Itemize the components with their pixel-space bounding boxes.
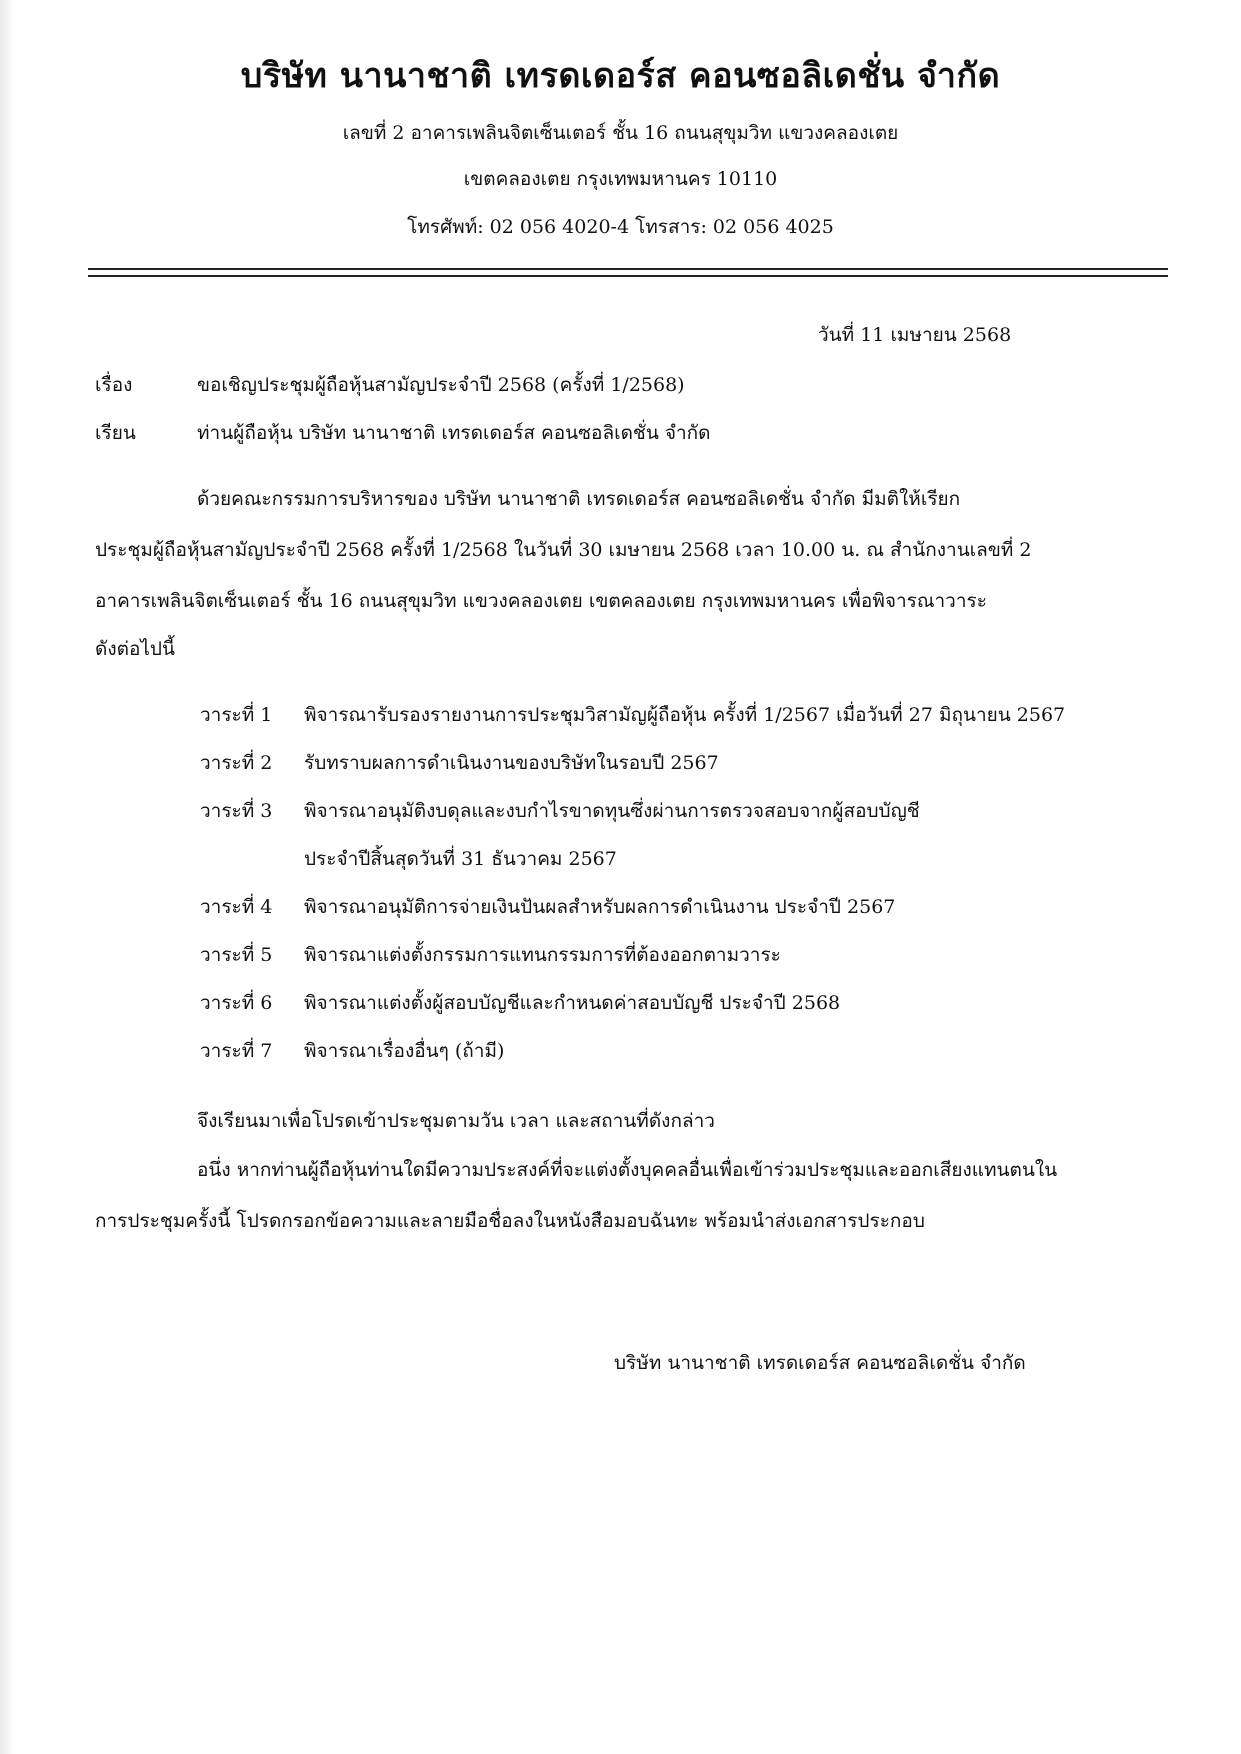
subject-row [95,370,685,400]
letter-date: วันที่ 11 เมษายน 2568 [818,324,1012,346]
agenda-item [200,796,920,826]
agenda-item [200,988,840,1018]
agenda-text: พิจารณาอนุมัติงบดุลและงบกำไรขาดทุนซึ่งผ่านการตรวจสอบจากผู้สอบบัญชี [304,800,920,822]
agenda-text-continuation: ประจำปีสิ้นสุดวันที่ 31 ธันวาคม 2567 [304,848,617,870]
recipient-label: เรียน [95,422,136,444]
body-line: ประชุมผู้ถือหุ้นสามัญประจำปี 2568 ครั้งที่ 1/2568 ในวันที่ 30 เมษายน 2568 เวลา 10.00 น. ณ สำนักงานเลขที่ 2 [95,539,1032,561]
header-divider-top [88,268,1168,270]
agenda-text: พิจารณาแต่งตั้งกรรมการแทนกรรมการที่ต้องออกตามวาระ [304,944,781,966]
agenda-number: วาระที่ 7 [200,1040,273,1062]
body-line: ด้วยคณะกรรมการบริหารของ บริษัท นานาชาติ เทรดเดอร์ส คอนซอลิเดชั่น จำกัด มีมติให้เรียก [197,488,961,510]
agenda-number: วาระที่ 4 [200,896,273,918]
body-line: อาคารเพลินจิตเซ็นเตอร์ ชั้น 16 ถนนสุขุมวิท แขวงคลองเตย เขตคลองเตย กรุงเทพมหานคร เพื่อพิจารณาวาระ [95,590,987,612]
agenda-text: พิจารณารับรองรายงานการประชุมวิสามัญผู้ถือหุ้น ครั้งที่ 1/2567 เมื่อวันที่ 27 มิถุนายน 2567 [304,704,1066,726]
agenda-item [200,1036,504,1066]
header-divider-bottom [88,275,1168,277]
recipient-row [95,418,711,448]
agenda-item [200,748,719,778]
agenda-text: พิจารณาอนุมัติการจ่ายเงินปันผลสำหรับผลการดำเนินงาน ประจำปี 2567 [304,896,896,918]
signature-company: บริษัท นานาชาติ เทรดเดอร์ส คอนซอลิเดชั่น จำกัด [614,1352,1026,1374]
address-line-2: เขตคลองเตย กรุงเทพมหานคร 10110 [463,168,778,190]
closing-line: การประชุมครั้งนี้ โปรดกรอกข้อความและลายมือชื่อลงในหนังสือมอบฉันทะ พร้อมนำส่งเอกสารประกอบ [95,1210,925,1232]
address-line-1: เลขที่ 2 อาคารเพลินจิตเซ็นเตอร์ ชั้น 16 ถนนสุขุมวิท แขวงคลองเตย [342,122,899,144]
company-name: บริษัท นานาชาติ เทรดเดอร์ส คอนซอลิเดชั่น จำกัด [240,56,1001,96]
agenda-number: วาระที่ 5 [200,944,273,966]
body-line: ดังต่อไปนี้ [95,638,175,660]
agenda-number: วาระที่ 2 [200,752,273,774]
scan-edge-shadow [0,0,14,1754]
agenda-text: รับทราบผลการดำเนินงานของบริษัทในรอบปี 2567 [304,752,719,774]
recipient-text: ท่านผู้ถือหุ้น บริษัท นานาชาติ เทรดเดอร์ส คอนซอลิเดชั่น จำกัด [197,422,711,444]
agenda-number: วาระที่ 1 [200,704,273,726]
contact-line: โทรศัพท์: 02 056 4020-4 โทรสาร: 02 056 4025 [407,216,834,238]
agenda-number: วาระที่ 3 [200,800,273,822]
agenda-item [200,700,1065,730]
agenda-item [200,892,895,922]
subject-text: ขอเชิญประชุมผู้ถือหุ้นสามัญประจำปี 2568 (ครั้งที่ 1/2568) [197,374,685,396]
closing-line: อนึ่ง หากท่านผู้ถือหุ้นท่านใดมีความประสงค์ที่จะแต่งตั้งบุคคลอื่นเพื่อเข้าร่วมประชุมและออกเสียงแทนตนใน [197,1159,1058,1181]
agenda-text: พิจารณาเรื่องอื่นๆ (ถ้ามี) [304,1040,505,1062]
closing-line: จึงเรียนมาเพื่อโปรดเข้าประชุมตามวัน เวลา และสถานที่ดังกล่าว [197,1110,715,1132]
agenda-item [200,940,781,970]
subject-label: เรื่อง [95,374,133,396]
agenda-item-continuation [200,844,617,874]
agenda-text: พิจารณาแต่งตั้งผู้สอบบัญชีและกำหนดค่าสอบบัญชี ประจำปี 2568 [304,992,841,1014]
agenda-number: วาระที่ 6 [200,992,273,1014]
